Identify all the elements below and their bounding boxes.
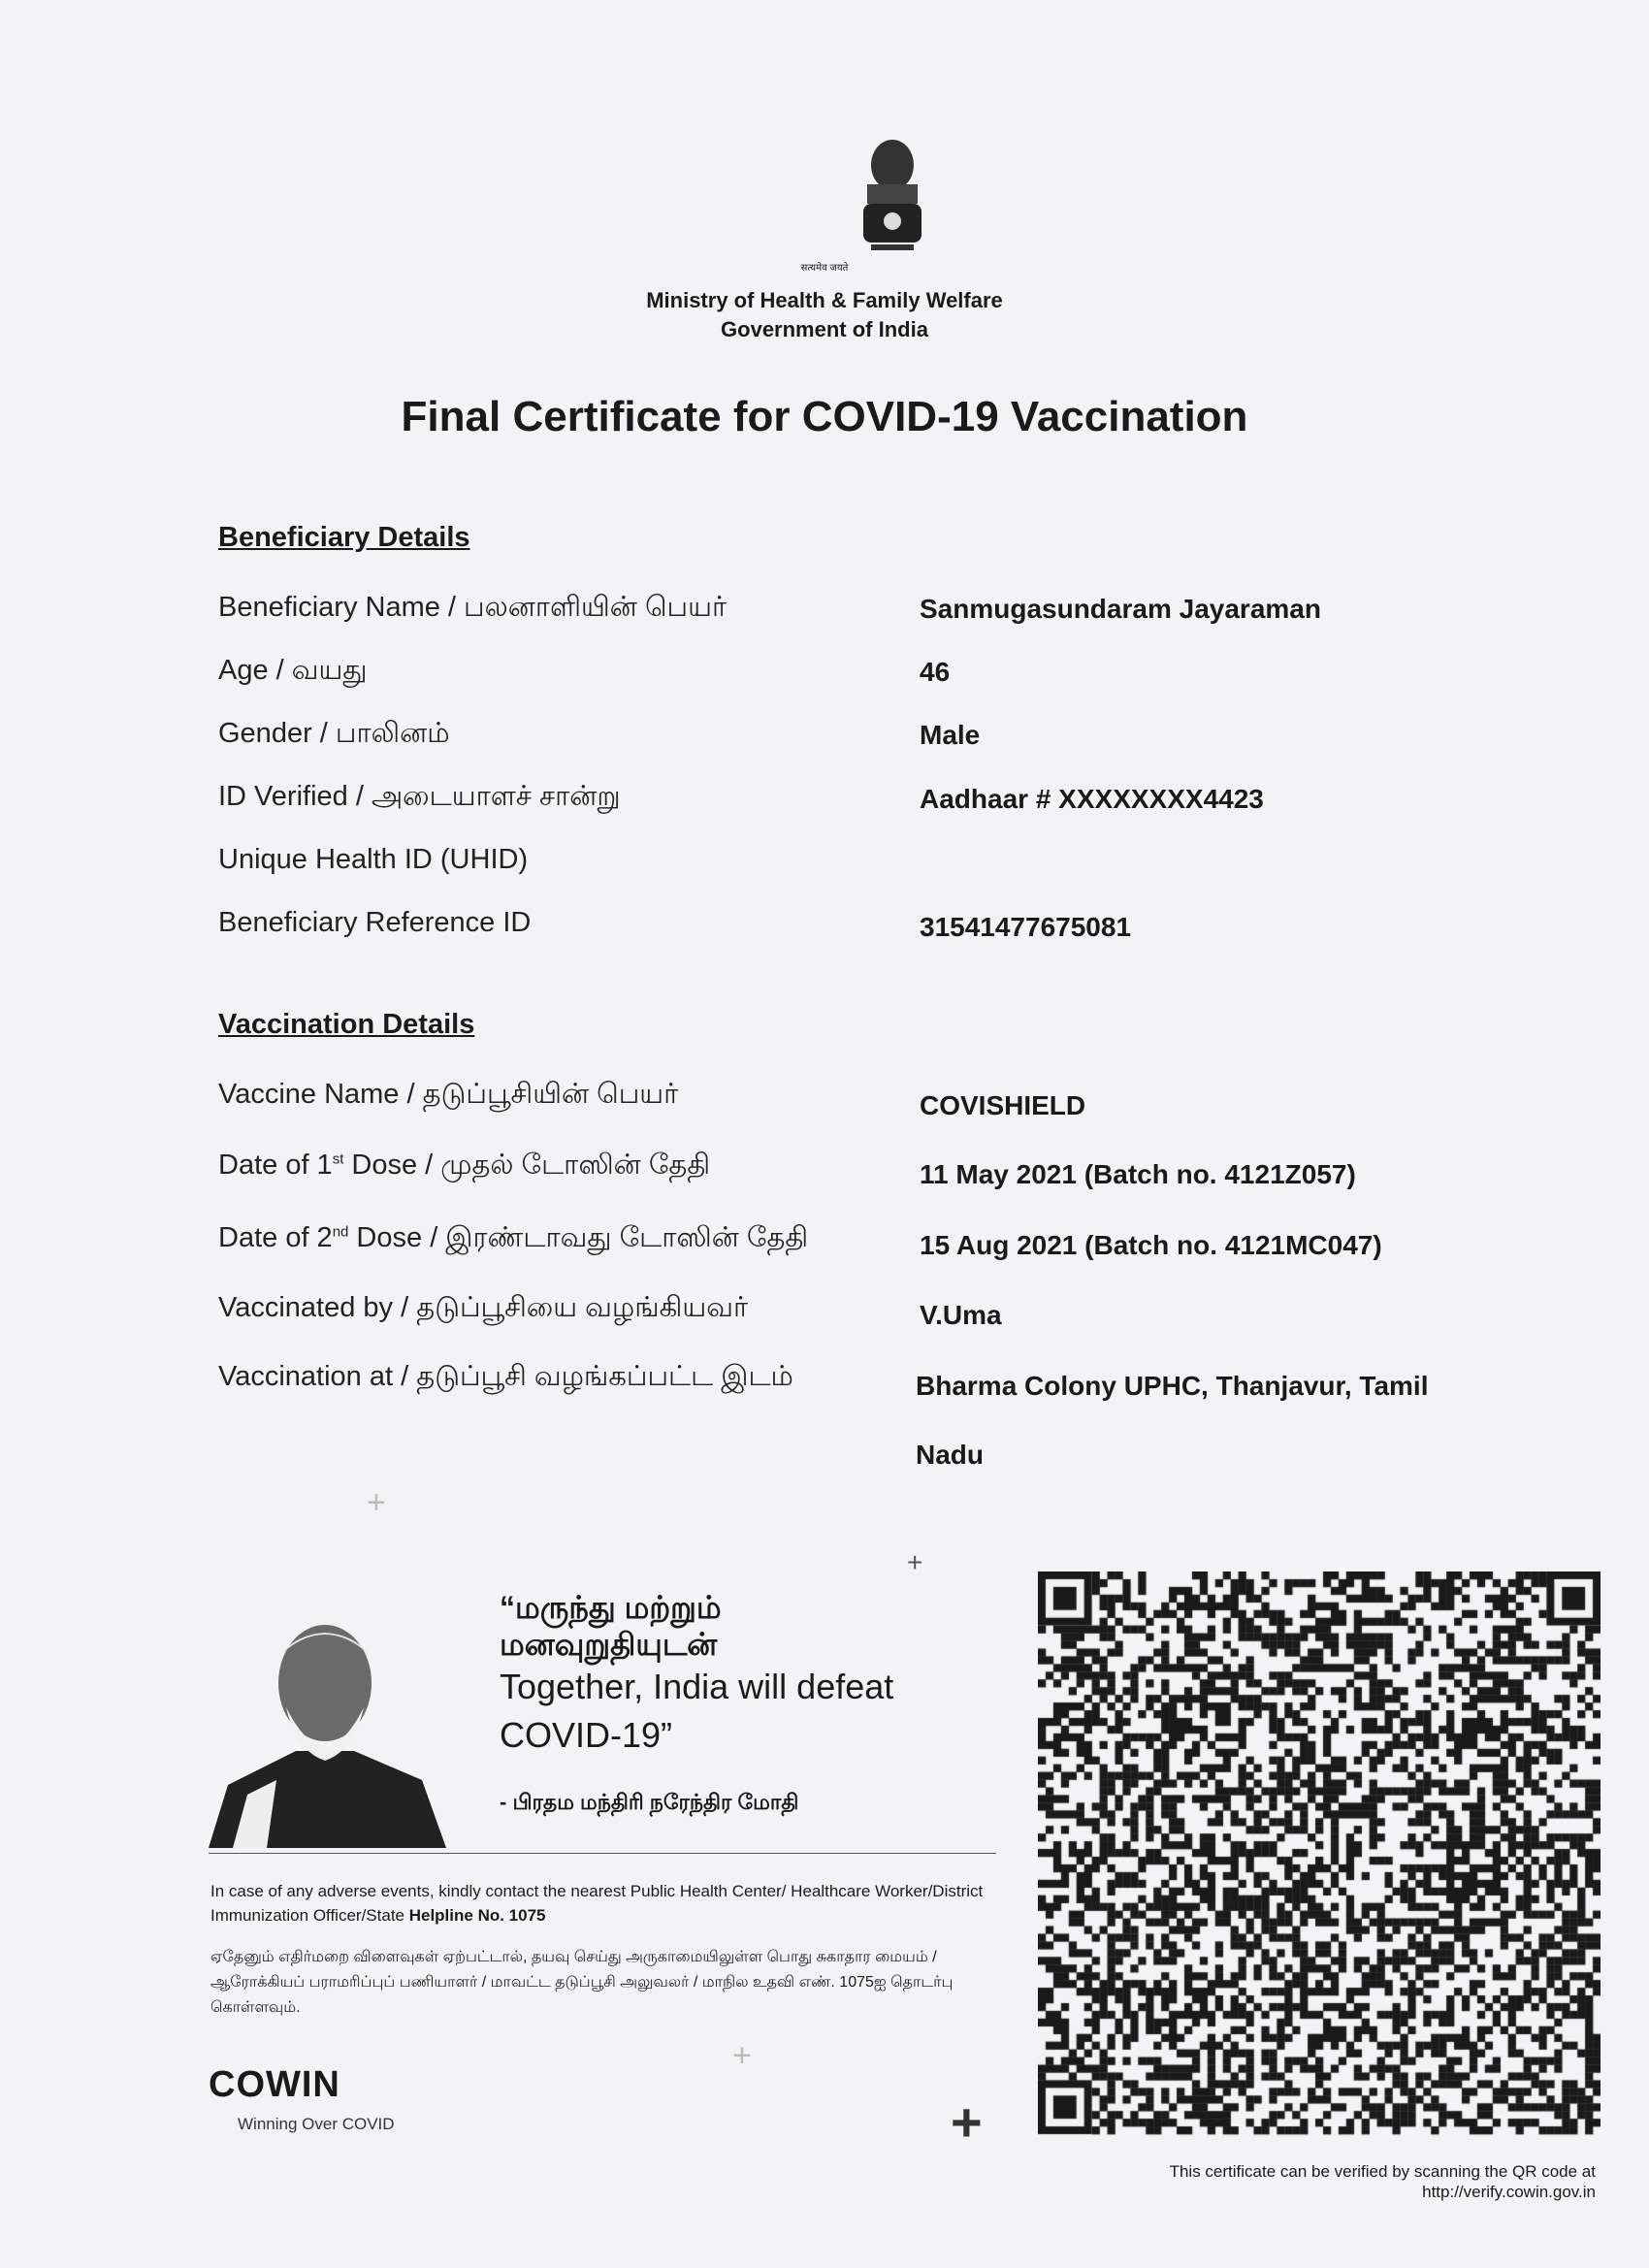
value-vaccine: COVISHIELD	[920, 1090, 1086, 1120]
label-age: Age / வயது	[218, 655, 368, 686]
label-dose1	[218, 1150, 710, 1184]
verification-qr-code[interactable]	[1038, 1571, 1600, 2139]
cowin-tagline: Winning Over COVID	[238, 2115, 395, 2133]
emblem-motto: सत्यमेव जयते	[800, 263, 849, 274]
dose2-label-rest: Dose / இரண்டாவது டோஸின் தேதி	[348, 1222, 809, 1253]
vaccination-heading: Vaccination Details	[218, 1009, 475, 1040]
certificate-title: Final Certificate for COVID-19 Vaccination	[401, 393, 1248, 440]
quote-attribution: - பிரதம மந்திரி நரேந்திர மோதி	[500, 1790, 799, 1814]
helpline: Helpline No. 1075	[408, 1906, 546, 1925]
value-gender: Male	[920, 720, 981, 750]
label-vaccine: Vaccine Name / தடுப்பூசியின் பெயர்	[218, 1079, 679, 1110]
government-name: Government of India	[721, 317, 928, 341]
notice-english-text: In case of any adverse events, kindly contact the nearest Public Health Center/ Healthcare Worker/District Immunization Officer/State	[210, 1882, 984, 1925]
value-name: Sanmugasundaram Jayaraman	[920, 594, 1321, 624]
verify-note	[1170, 2161, 1596, 2202]
label-vaccinator: Vaccinated by / தடுப்பூசியை வழங்கியவர்	[218, 1292, 749, 1323]
value-location-line2: Nadu	[916, 1440, 984, 1470]
quote-tamil-line1: “மருந்து மற்றும்	[500, 1590, 722, 1625]
dose2-sup: nd	[332, 1223, 349, 1241]
label-location: Vaccination at / தடுப்பூசி வழங்கப்பட்ட இடம்	[218, 1361, 793, 1392]
beneficiary-heading: Beneficiary Details	[218, 522, 470, 553]
ministry-name: Ministry of Health & Family Welfare	[646, 288, 1003, 312]
label-gender: Gender / பாலினம்	[218, 718, 450, 749]
verify-url[interactable]: http://verify.cowin.gov.in	[1422, 2183, 1596, 2201]
value-id: Aadhaar # XXXXXXXX4423	[920, 784, 1264, 814]
notice-english	[210, 1879, 986, 1928]
label-uhid: Unique Health ID (UHID)	[218, 844, 529, 875]
quote-tamil-line2: மனவுறுதியுடன்	[500, 1627, 718, 1662]
label-dose2	[218, 1222, 808, 1257]
dose1-label-rest: Dose / முதல் டோஸின் தேதி	[343, 1150, 711, 1181]
verify-line1: This certificate can be verified by scanning the QR code at	[1169, 2162, 1596, 2181]
plus-mark-icon: +	[907, 1547, 923, 1577]
value-location: Bharma Colony UPHC, Thanjavur, Tamil	[916, 1371, 1429, 1401]
notice-tamil: ஏதேனும் எதிர்மறை விளைவுகள் ஏற்பட்டால், தயவு செய்து அருகாமையிலுள்ள பொது சுகாதார மையம் / ஆரோக்கியப் பராமரிப்புப் பணியாளர் / மாவட்ட தடுப்பூசி அலுவலர் / மாநில உதவி எண். 1075ஐ தொடர்பு கொள்ளவும்.	[210, 1949, 954, 2016]
value-dose2: 15 Aug 2021 (Batch no. 4121MC047)	[920, 1230, 1382, 1260]
cowin-logo: COWIN	[209, 2064, 340, 2105]
value-vaccinator: V.Uma	[920, 1300, 1002, 1330]
divider	[209, 1853, 996, 1854]
label-reference-id: Beneficiary Reference ID	[218, 907, 532, 938]
label-name: Beneficiary Name / பலனாளியின் பெயர்	[218, 592, 728, 623]
dose1-label-text: Date of 1	[218, 1150, 333, 1181]
value-reference-id: 31541477675081	[920, 912, 1132, 942]
dose2-label-text: Date of 2	[218, 1222, 333, 1253]
value-dose1: 11 May 2021 (Batch no. 4121Z057)	[920, 1159, 1356, 1189]
plus-mark-icon: +	[732, 2037, 752, 2074]
quote-english-line2: COVID-19”	[500, 1715, 673, 1755]
dose1-sup: st	[332, 1150, 344, 1168]
quote	[500, 1589, 893, 1760]
prime-minister-photo	[209, 1615, 446, 1848]
quote-english-line1: Together, India will defeat	[500, 1667, 894, 1706]
plus-mark-icon: +	[951, 2091, 983, 2153]
label-id: ID Verified / அடையாளச் சான்று	[218, 781, 621, 812]
value-age: 46	[920, 657, 951, 687]
plus-mark-icon: +	[367, 1484, 386, 1521]
